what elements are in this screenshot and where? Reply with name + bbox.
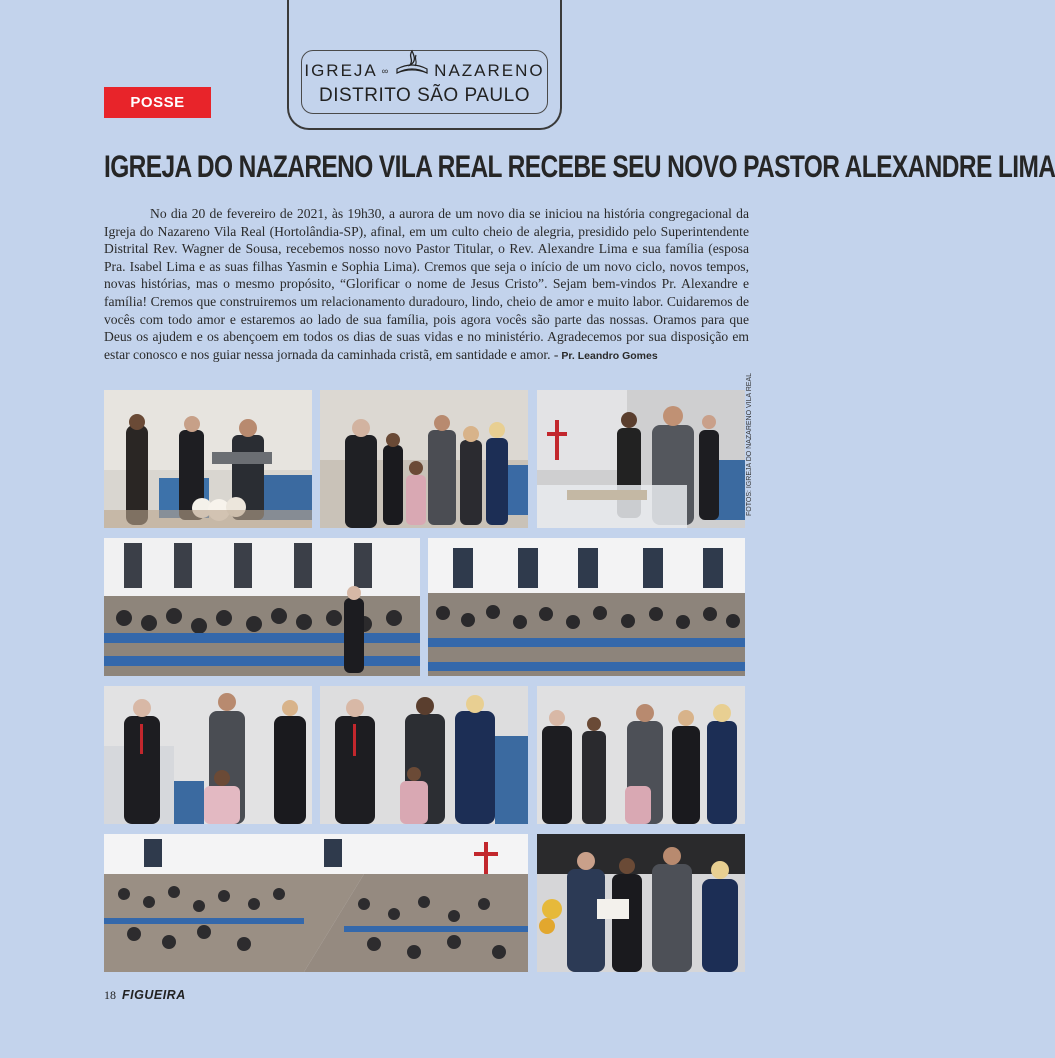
flame-book-icon — [394, 49, 430, 79]
article-body — [104, 205, 749, 365]
photo-congregation-left — [104, 538, 420, 676]
magazine-name: FIGUEIRA — [122, 988, 186, 1002]
page-number: 18 — [104, 988, 116, 1002]
section-badge: POSSE — [104, 87, 211, 118]
logo-text-left: IGREJA — [304, 61, 378, 80]
district-title: DISTRITO SÃO PAULO — [318, 85, 530, 106]
article-headline: IGREJA DO NAZARENO VILA REAL RECEBE SEU NOVO PASTOR ALEXANDRE LIMA — [104, 150, 1055, 185]
masthead-box — [287, 0, 562, 130]
photo-family-blessing — [537, 686, 745, 824]
masthead-inner-frame — [301, 50, 548, 114]
photo-gift-presentation — [537, 834, 745, 972]
photo-prayer-on-stage — [320, 686, 528, 824]
photo-pastor-speaking — [104, 686, 312, 824]
photo-congregation-wide — [104, 834, 528, 972]
article-text: No dia 20 de fevereiro de 2021, às 19h30, a aurora de um novo dia se iniciou na história congregacional da Igreja do Nazareno Vila Real (Hortolândia-SP), afinal, em um culto cheio de alegria, presidido pelo Superintendente Distrital Rev. Wagner de Sousa, recebemos nosso novo Pastor Titular, o Rev. Alexandre Lima e sua família (esposa Pra. Isabel Lima e as suas filhas Yasmin e Sophia Lima). Cremos que seja o início de um novo ciclo, novos tempos, novas histórias, mas o mesmo propósito, “Glorificar o nome de Jesus Cristo”. Sejam bem-vindos Pr. Alexandre e família! Cremos que construiremos um relacionamento duradouro, lindo, cheio de amor e muito labor. Cuidaremos de vocês com todo amor e estaremos ao lado de sua família, pois agora vocês são parte das nossas. Oramos para que Deus os ajudem e os abençoem em todos os dias de suas vidas e no ministério. Agradecemos por sua disposição em estar conosco e nos guiar nessa jornada da caminhada cristã, em santidade e amor. - — [104, 206, 749, 362]
photo-congregation-right — [428, 538, 745, 676]
page-footer — [104, 988, 186, 1003]
logo-infinity-mark: ∞ — [381, 66, 391, 76]
article-author: Pr. Leandro Gomes — [558, 349, 658, 362]
photo-pastors-at-pulpit — [104, 390, 312, 528]
logo-text-right: NAZARENO — [434, 61, 545, 80]
photo-pastor-signing — [537, 390, 745, 528]
photo-credit: FOTOS: IGREJA DO NAZARENO VILA REAL — [746, 372, 753, 516]
church-logo — [302, 61, 547, 81]
photo-family-on-stage — [320, 390, 528, 528]
